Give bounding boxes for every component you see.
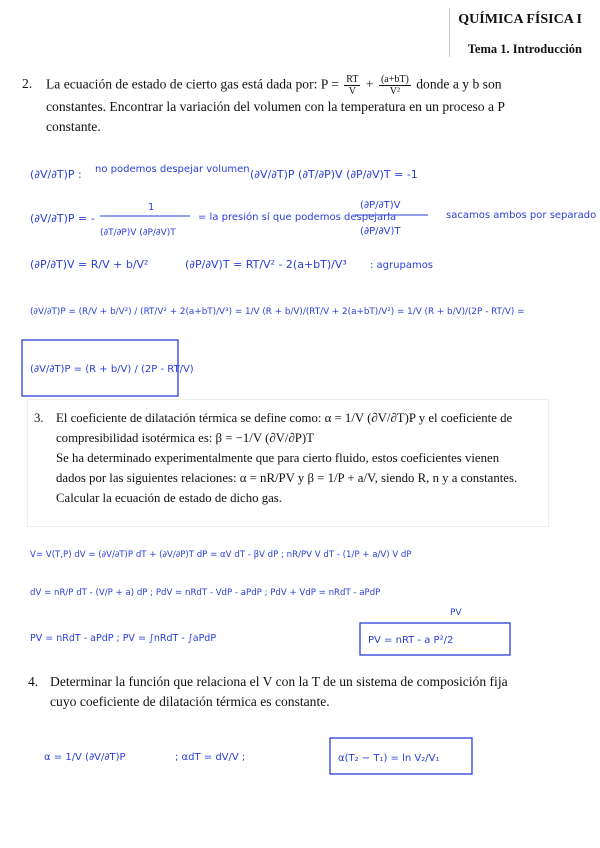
work2-line1-b: no podemos despejar volumen — [95, 164, 250, 175]
work2-line2-b: 1 — [148, 202, 155, 213]
fraction-abt-v2 — [379, 74, 411, 97]
work2-line4: (∂V/∂T)P = (R/V + b/V²) / (RT/V² + 2(a+bT)/V³) = 1/V (R + b/V)/(RT/V + 2(a+bT)/V²) = 1/V (R + b/V)/(2P - RT/V) = — [30, 307, 525, 317]
work2-result: (∂V/∂T)P = (R + b/V) / (2P - RT/V) — [30, 364, 194, 375]
problem-3-line-3: Se ha determinado experimentalmente que para cierto fluido, estos coeficientes vienen — [56, 451, 500, 465]
work2-line2-f: (∂P/∂V)T — [360, 226, 401, 237]
problem-2-line-3: constante. — [46, 119, 101, 134]
problem-3-number: 3. — [34, 411, 44, 425]
problem-2-handwritten-work — [0, 150, 600, 400]
problem-3-line-4: dados por las siguientes relaciones: α = nR/PV y β = 1/P + a/V, siendo R, n y a constantes. — [56, 471, 518, 485]
plus-sign: + — [365, 76, 374, 92]
problem-3-line-2: compresibilidad isotérmica es: β = −1/V (∂V/∂P)T — [56, 431, 314, 445]
work4-result: α(T₂ − T₁) = ln V₂/V₁ — [338, 753, 440, 764]
work2-line2-d: = la presión sí que podemos despejarla — [198, 212, 397, 223]
fraction-denominator: V — [348, 86, 356, 97]
problem-2-number: 2. — [22, 76, 33, 91]
problem-4-line-2: cuyo coeficiente de dilatación térmica es constante. — [50, 694, 330, 709]
problem-2-text-before: La ecuación de estado de cierto gas está dada por: P = — [46, 76, 339, 92]
problem-3-box — [28, 400, 548, 526]
document-header — [449, 8, 582, 57]
work2-line2-a: (∂V/∂T)P = - — [30, 212, 95, 225]
problem-4-handwritten-work — [0, 730, 600, 790]
fraction-denominator: V² — [389, 86, 401, 97]
work2-line3-a: (∂P/∂T)V = R/V + b/V² — [30, 258, 149, 271]
work4-a: α = 1/V (∂V/∂T)P — [44, 752, 126, 763]
fraction-rt-v — [344, 74, 360, 97]
work2-line3-c: : agrupamos — [370, 260, 434, 271]
problem-3-handwritten-work — [0, 535, 600, 665]
work3-line2: dV = nR/P dT - (V/P + a) dP ; PdV = nRdT - VdP - aPdP ; PdV + VdP = nRdT - aPdP — [30, 588, 381, 598]
problem-4 — [28, 672, 548, 712]
work2-line2-c: (∂T/∂P)V (∂P/∂V)T — [100, 228, 176, 238]
problem-3-line-5: Calcular la ecuación de estado de dicho gas. — [56, 491, 282, 505]
problem-3-line-1: El coeficiente de dilatación térmica se define como: α = 1/V (∂V/∂T)P y el coeficiente de — [56, 411, 513, 425]
problem-2-text-after: donde a y b son — [416, 76, 502, 92]
work2-line3-b: (∂P/∂V)T = RT/V² - 2(a+bT)/V³ — [185, 258, 347, 271]
topic-title: Tema 1. Introducción — [467, 42, 582, 56]
work2-line1-c: (∂V/∂T)P (∂T/∂P)V (∂P/∂V)T = -1 — [250, 168, 418, 181]
work2-line2-e: (∂P/∂T)V — [360, 200, 401, 211]
problem-4-line-1: Determinar la función que relaciona el V con la T de un sistema de composición fija — [50, 674, 508, 689]
fraction-numerator: RT — [346, 74, 359, 85]
problem-2 — [22, 74, 570, 137]
work3-result: PV = nRT - a P²/2 — [368, 635, 454, 646]
work4-b: ; αdT = dV/V ; — [175, 752, 246, 763]
work3-line3: PV = nRdT - aPdP ; PV = ∫nRdT - ∫aPdP — [30, 633, 217, 644]
work2-line2-g: sacamos ambos por separado — [446, 210, 597, 221]
problem-2-line-2: constantes. Encontrar la variación del volumen con la temperatura en un proceso a P — [46, 99, 505, 114]
fraction-numerator: (a+bT) — [380, 74, 409, 85]
work3-line2b: PV — [450, 608, 462, 618]
course-title: QUÍMICA FÍSICA I — [458, 12, 582, 27]
work2-line1-a: (∂V/∂T)P : — [30, 168, 82, 181]
problem-4-number: 4. — [28, 674, 39, 689]
work3-line1: V= V(T,P) dV = (∂V/∂T)P dT + (∂V/∂P)T dP = αV dT - βV dP ; nR/PV V dT - (1/P + a/V) V dP — [30, 550, 412, 560]
